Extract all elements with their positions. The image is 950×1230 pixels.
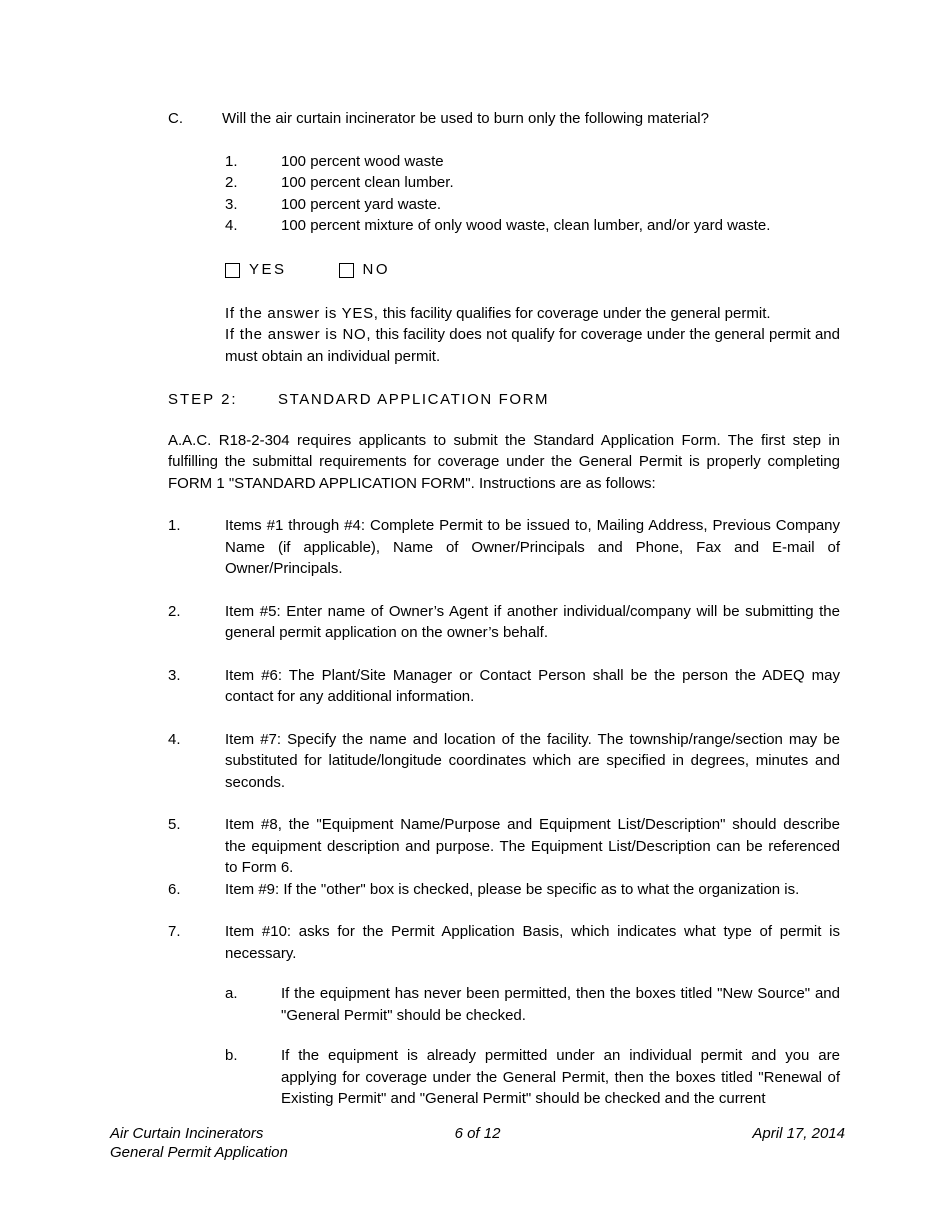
instruction-item — [168, 515, 840, 580]
instruction-number: 3. — [168, 666, 181, 684]
section-c-question: Will the air curtain incinerator be used to burn only the following material? — [222, 110, 709, 127]
instruction-item — [168, 879, 840, 901]
list-item-text: 100 percent clean lumber. — [281, 174, 454, 191]
instruction-number: 7. — [168, 923, 181, 940]
instruction-item — [168, 921, 840, 964]
answer-explanations — [225, 303, 840, 368]
instruction-text: Item #8, the "Equipment Name/Purpose and Equipment List/Description" should describe the equipment description and purpose. The Equipment List/Description can be referenced to Form 6. — [225, 816, 840, 876]
instruction-item — [168, 729, 840, 794]
answer-options — [225, 260, 840, 281]
no-option[interactable] — [339, 259, 391, 281]
list-item-number: 3. — [225, 195, 238, 213]
document-body — [168, 108, 840, 1110]
list-item-number: 2. — [225, 174, 238, 191]
sub-item-letter: a. — [225, 985, 238, 1002]
instruction-item — [168, 814, 840, 879]
instruction-number: 2. — [168, 602, 181, 620]
instruction-text: Items #1 through #4: Complete Permit to be issued to, Mailing Address, Previous Company Name (if applicable), Name of Owner/Principals and Phone, Fax and E-mail of Owner/Principals. — [225, 517, 840, 577]
answer-no-text — [225, 324, 840, 367]
list-item — [225, 151, 840, 173]
sub-item-letter: b. — [225, 1047, 238, 1064]
instruction-text: Item #6: The Plant/Site Manager or Contact Person shall be the person the ADEQ may contact for any additional information. — [225, 666, 840, 705]
answer-rest: this facility qualifies for coverage under the general permit. — [382, 304, 771, 322]
section-c — [168, 108, 840, 130]
step2-heading — [168, 389, 840, 411]
answer-lead: If the answer is YES, — [225, 304, 379, 322]
sub-item — [225, 1045, 840, 1110]
instruction-number: 5. — [168, 816, 181, 833]
sub-item-text: If the equipment is already permitted under an individual permit and you are applying for coverage under the General Permit, then the boxes titled "Renewal of Existing Permit" and "General Permit" should be checked and the current — [281, 1047, 840, 1107]
sub-item — [225, 983, 840, 1026]
step2-label: STEP 2: — [168, 391, 238, 408]
instruction-number: 1. — [168, 517, 181, 534]
list-item-text: 100 percent yard waste. — [281, 195, 442, 213]
sub-item-text: If the equipment has never been permitted, then the boxes titled "New Source" and "General Permit" should be checked. — [281, 985, 840, 1024]
instruction-text: Item #7: Specify the name and location of the facility. The township/range/section may be substituted for latitude/longitude coordinates which are specified in degrees, minutes and seconds. — [225, 730, 840, 791]
footer-doc-title-line2: General Permit Application — [110, 1144, 288, 1161]
yes-option[interactable] — [225, 259, 287, 281]
materials-list — [225, 151, 840, 237]
yes-label: YES — [249, 261, 287, 279]
answer-rest: this facility does not qualify for coverage under the general permit and must obtain an individual permit. — [225, 326, 840, 365]
list-item — [225, 194, 840, 216]
page-footer — [110, 1124, 845, 1162]
list-item — [225, 172, 840, 194]
list-item — [225, 215, 840, 237]
list-item-number: 4. — [225, 217, 238, 234]
instruction-item — [168, 601, 840, 644]
instruction-item — [168, 665, 840, 708]
step2-title: STANDARD APPLICATION FORM — [278, 391, 550, 408]
footer-doc-title — [110, 1124, 845, 1162]
instruction-text: Item #9: If the "other" box is checked, please be specific as to what the organization is. — [225, 880, 800, 898]
list-item-number: 1. — [225, 152, 238, 170]
no-label: NO — [362, 261, 391, 279]
instruction-text: Item #5: Enter name of Owner’s Agent if another individual/company will be submitting the general permit application on the owner’s behalf. — [225, 602, 840, 641]
list-item-text: 100 percent mixture of only wood waste, clean lumber, and/or yard waste. — [281, 217, 771, 234]
instruction-number: 6. — [168, 880, 181, 898]
footer-date: April 17, 2014 — [752, 1125, 845, 1142]
footer-page-number: 6 of 12 — [454, 1125, 501, 1142]
yes-checkbox[interactable] — [225, 263, 240, 278]
footer-doc-title-line1: Air Curtain Incinerators — [110, 1125, 264, 1142]
list-item-text: 100 percent wood waste — [281, 152, 444, 170]
answer-lead: If the answer is NO, — [225, 326, 372, 343]
step2-intro: A.A.C. R18-2-304 requires applicants to submit the Standard Application Form. The first step in fulfilling the submittal requirements for coverage under the General Permit is properly completing FORM 1 "STANDARD APPLICATION FORM". Instructions are as follows: — [168, 431, 840, 492]
instruction-number: 4. — [168, 730, 181, 748]
instruction-text: Item #10: asks for the Permit Application Basis, which indicates what type of permit is necessary. — [225, 923, 840, 962]
no-checkbox[interactable] — [339, 263, 354, 278]
answer-yes-text — [225, 303, 840, 325]
section-c-label: C. — [168, 110, 183, 127]
